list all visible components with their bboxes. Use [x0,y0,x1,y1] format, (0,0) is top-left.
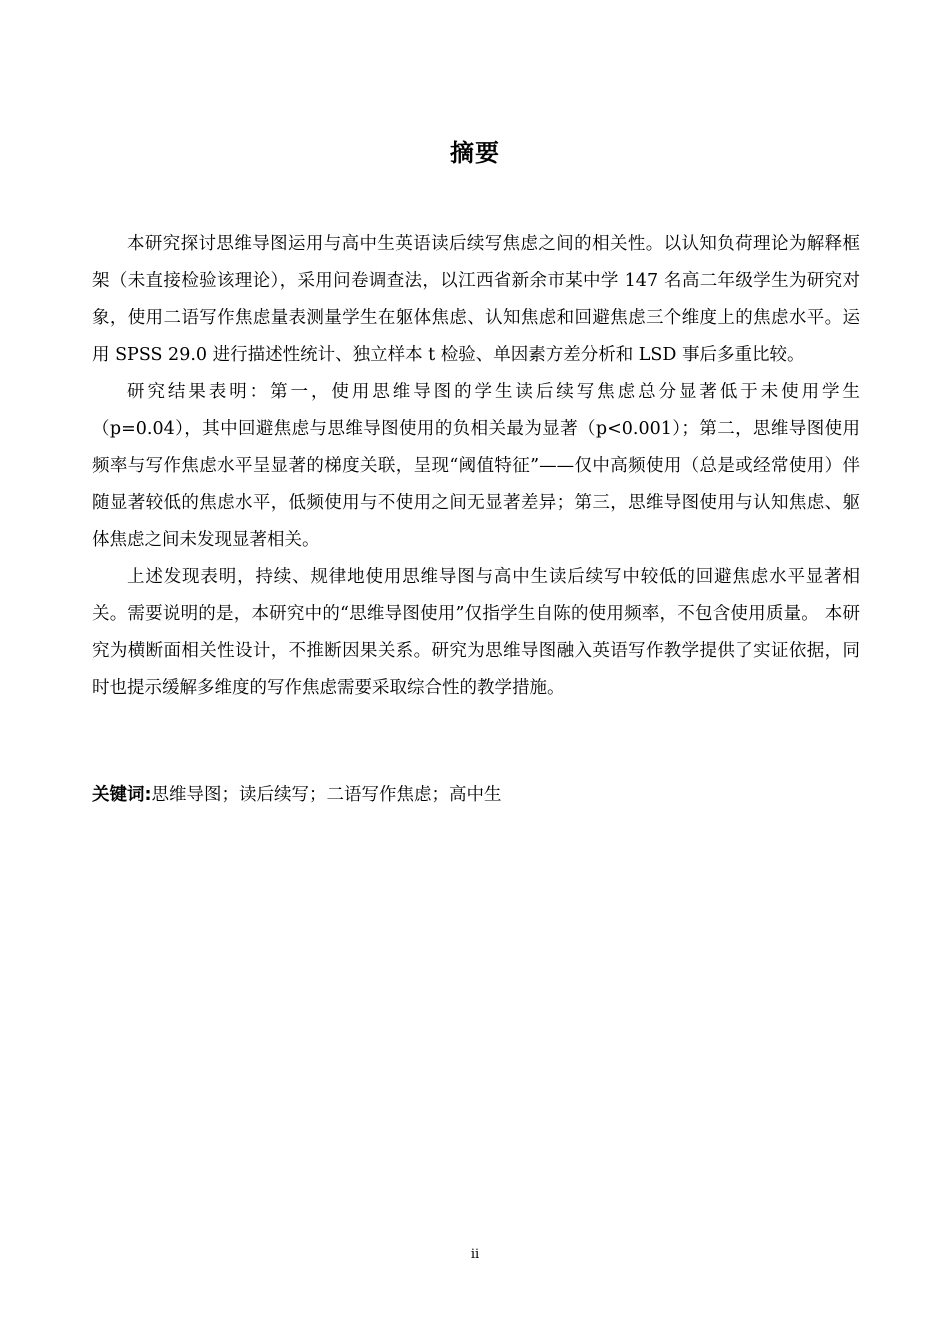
keywords-text: 思维导图；读后续写；二语写作焦虑；高中生 [151,785,502,805]
abstract-paragraph-2: 研究结果表明：第一，使用思维导图的学生读后续写焦虑总分显著低于未使用学生（p=0.04），其中回避焦虑与思维导图使用的负相关最为显著（p<0.001）；第二，思维导图使用频率与写作焦虑水平呈显著的梯度关联，呈现“阈值特征”——仅中高频使用（总是或经常使用）伴随显著较低的焦虑水平，低频使用与不使用之间无显著差异；第三，思维导图使用与认知焦虑、躯体焦虑之间未发现显著相关。 [92,382,860,550]
abstract-body [92,226,860,707]
keywords-label: 关键词: [92,785,152,805]
page-number: ii [470,1247,480,1262]
abstract-paragraph-1: 本研究探讨思维导图运用与高中生英语读后续写焦虑之间的相关性。以认知负荷理论为解释框架（未直接检验该理论），采用问卷调查法，以江西省新余市某中学 147 名高二年级学生为研究对象，使用二语写作焦虑量表测量学生在躯体焦虑、认知焦虑和回避焦虑三个维度上的焦虑水平。运用 SPSS 29.0 进行描述性统计、独立样本 t 检验、单因素方差分析和 LSD 事后多重比较。 [92,234,860,365]
page-title: 摘要 [450,139,500,167]
abstract-paragraph-3: 上述发现表明，持续、规律地使用思维导图与高中生读后续写中较低的回避焦虑水平显著相关。需要说明的是，本研究中的“思维导图使用”仅指学生自陈的使用频率，不包含使用质量。 本研究为横断面相关性设计，不推断因果关系。研究为思维导图融入英语写作教学提供了实证依据，同时也提示缓解多维度的写作焦虑需要采取综合性的教学措施。 [92,567,860,698]
keywords-line [92,778,860,812]
